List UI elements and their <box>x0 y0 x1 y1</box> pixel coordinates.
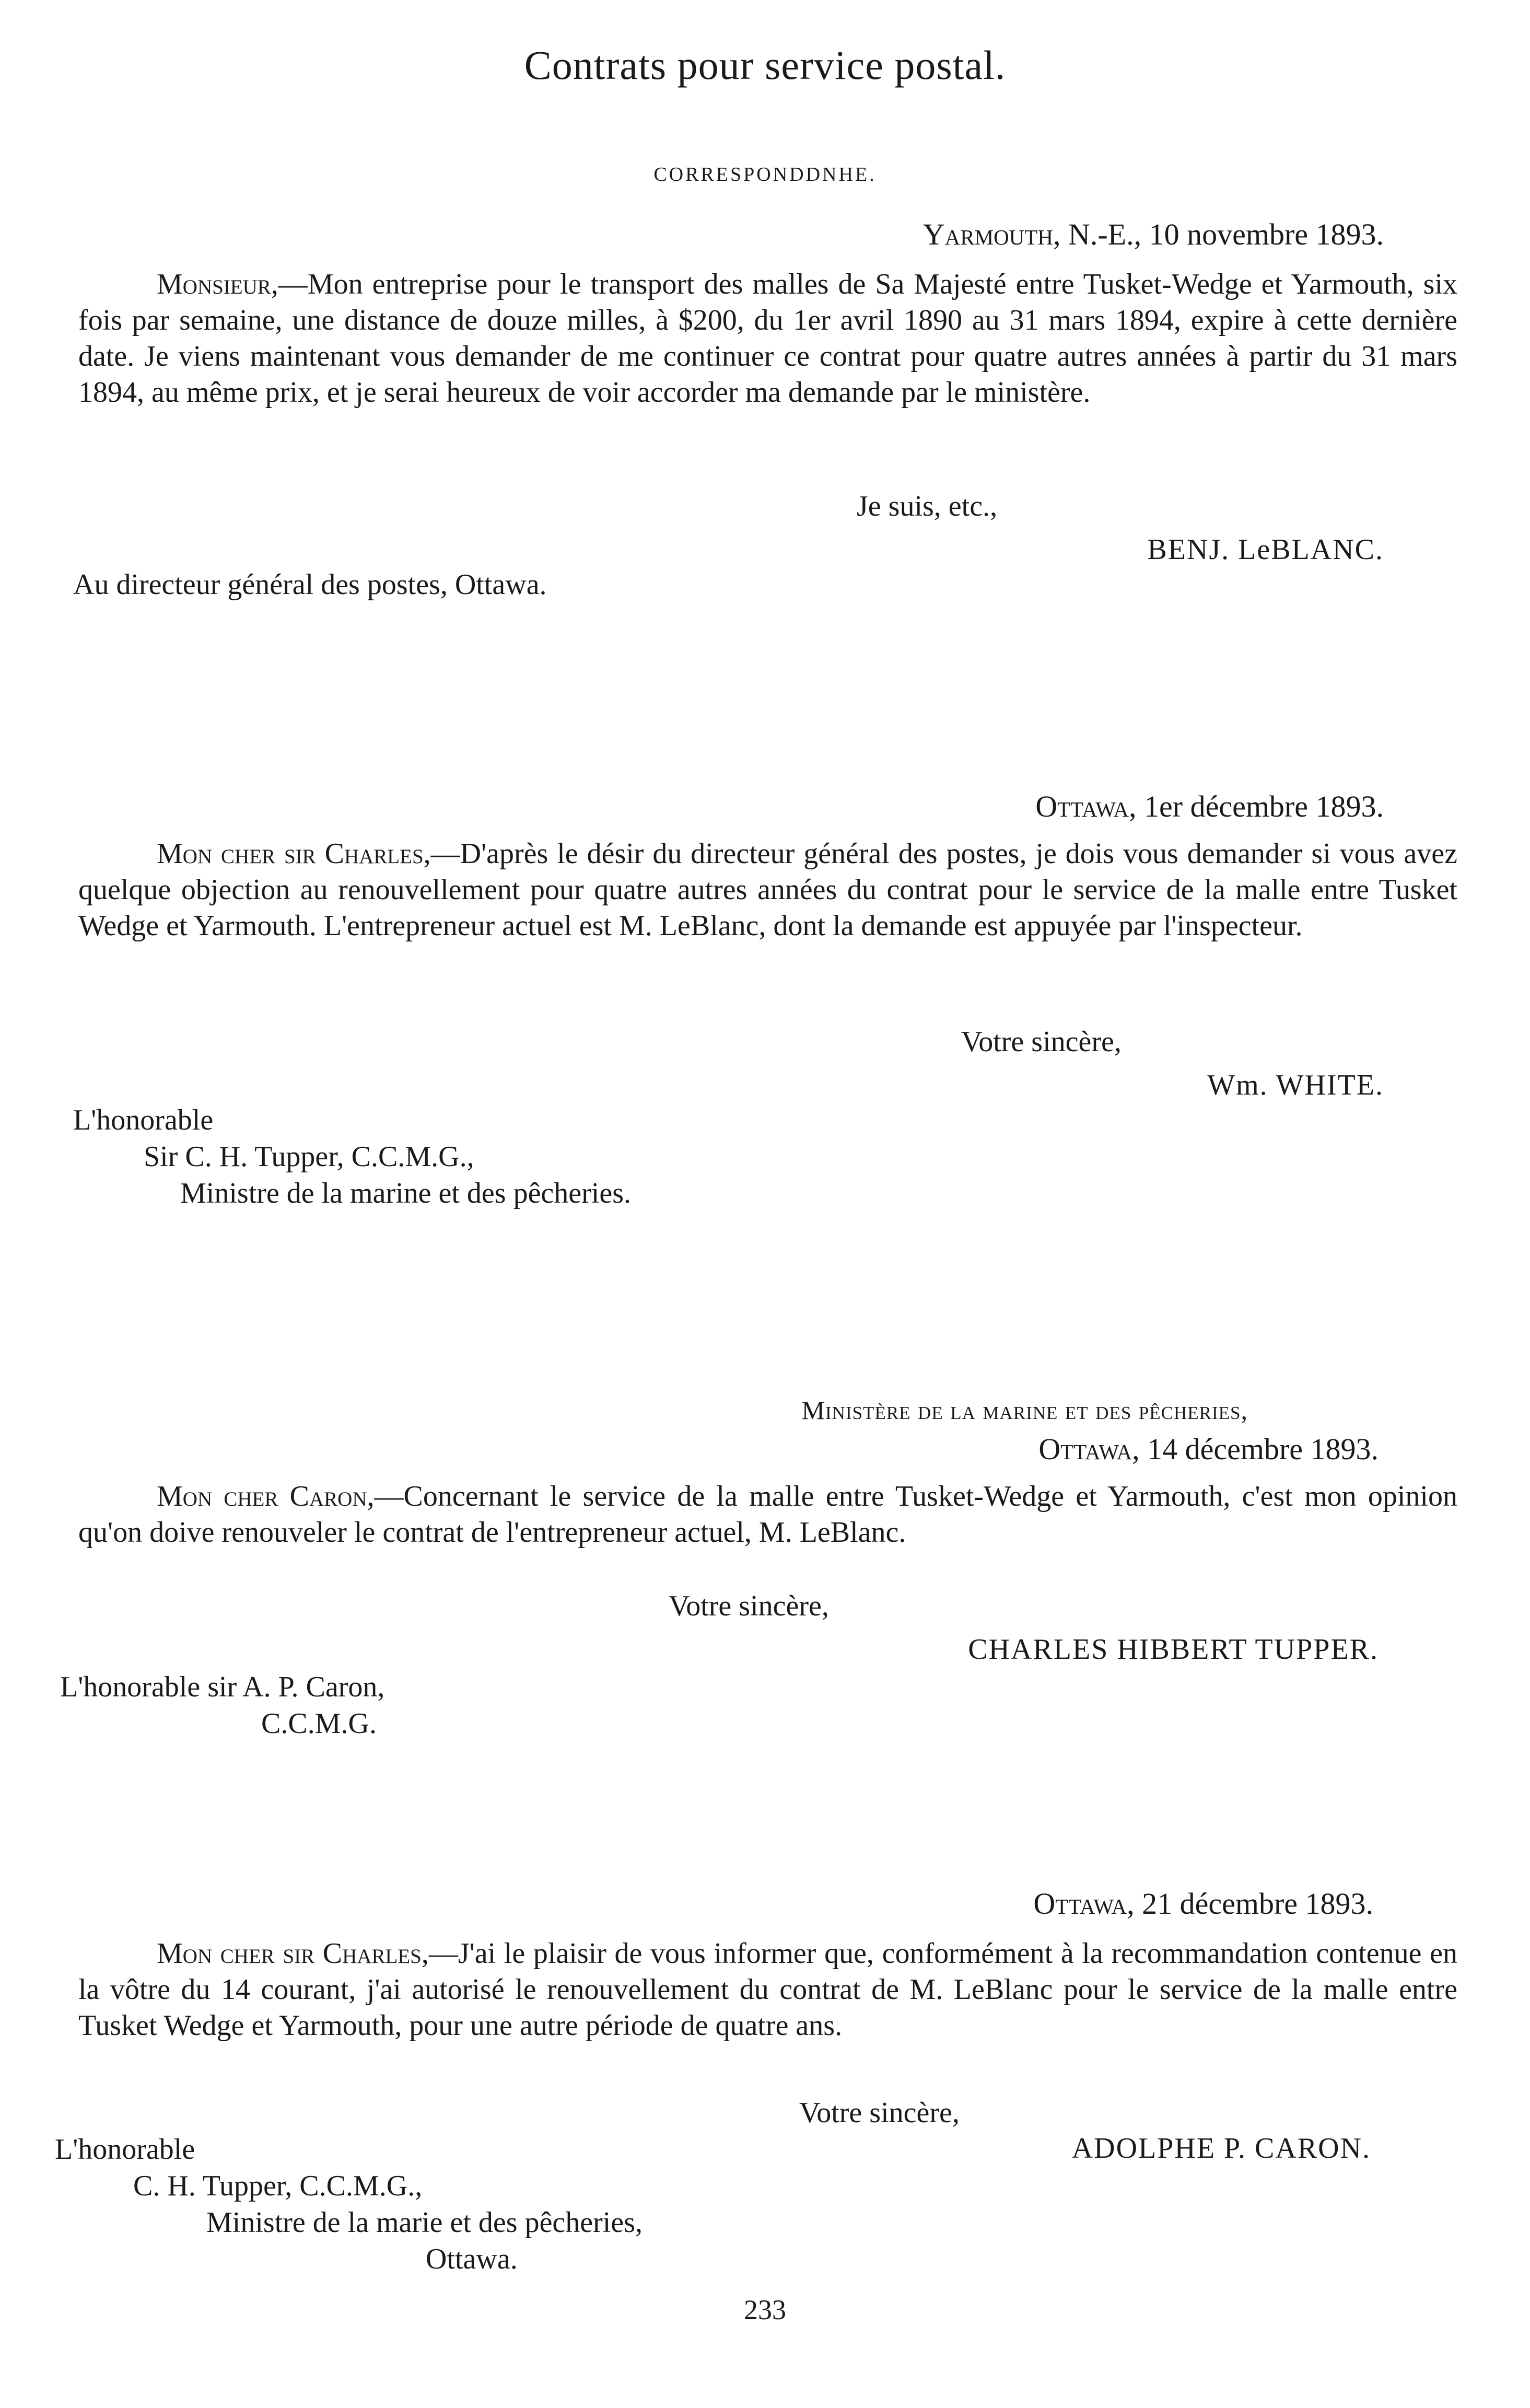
letter-2-dateline <box>1035 789 1384 824</box>
letter-2-signature: Wm. WHITE. <box>1207 1069 1384 1101</box>
letter-2-recipient-line-2: Sir C. H. Tupper, C.C.M.G., <box>144 1141 474 1173</box>
letter-4-dateline <box>1033 1886 1373 1921</box>
letter-4-recipient-line-1: L'honorable <box>55 2133 195 2166</box>
salutation: Mon cher sir Charles, <box>157 837 431 870</box>
letter-3-body <box>78 1479 1457 1551</box>
letter-4-closing: Votre sincère, <box>799 2097 960 2129</box>
dateline-place: Ottawa <box>1038 1432 1132 1466</box>
dateline-place: Ottawa <box>1035 789 1129 823</box>
letter-4-recipient-line-2: C. H. Tupper, C.C.M.G., <box>133 2170 423 2202</box>
letter-3-org: Ministère de la marine et des pêcheries, <box>801 1395 1248 1425</box>
letter-4-body <box>78 1936 1457 2044</box>
letter-1-signature: BENJ. LeBLANC. <box>1147 533 1384 566</box>
dateline-date: , 1er décembre 1893. <box>1129 789 1384 823</box>
letter-2-recipient-line-3: Ministre de la marine et des pêcheries. <box>180 1177 631 1209</box>
body-text: —J'ai le plaisir de vous informer que, conformément à la recommandation contenue en la vôtre du 14 courant, j'ai autorisé le renouvellement du contrat de M. LeBlanc pour le service de la malle entre Tusket Wedge et Yarmouth, pour une autre période de quatre ans. <box>78 1937 1457 2042</box>
letter-2-closing: Votre sincère, <box>961 1026 1122 1058</box>
letter-3-signature: CHARLES HIBBERT TUPPER. <box>968 1633 1379 1666</box>
dateline-date: , N.-E., 10 novembre 1893. <box>1053 217 1384 251</box>
letter-3-recipient-line-1: L'honorable sir A. P. Caron, <box>60 1671 385 1703</box>
salutation: Monsieur, <box>157 268 278 300</box>
letter-1-recipient: Au directeur général des postes, Ottawa. <box>73 568 547 601</box>
salutation: Mon cher sir Charles, <box>157 1937 429 1970</box>
letter-4-signature: ADOLPHE P. CARON. <box>1071 2132 1371 2165</box>
letter-1-closing: Je suis, etc., <box>857 490 998 522</box>
dateline-place: Ottawa <box>1033 1887 1127 1921</box>
letter-2-recipient-line-1: L'honorable <box>73 1104 214 1136</box>
body-text: —D'après le désir du directeur général des postes, je dois vous demander si vous avez quelque objection au renouvellement pour quatre autres années du contrat pour le service de la malle entre Tusket Wedge et Yarmouth. L'entrepreneur actuel est M. LeBlanc, dont la demande est appuyée par l'inspecteur. <box>78 837 1457 942</box>
section-heading: CORRESPONDDNHE. <box>653 164 877 185</box>
letter-3-recipient-line-2: C.C.M.G. <box>261 1707 377 1740</box>
body-text: —Mon entreprise pour le transport des malles de Sa Majesté entre Tusket-Wedge et Yarmouth, six fois par semaine, une distance de douze milles, à $200, du 1er avril 1890 au 31 mars 1894, expire à cette dernière date. Je viens maintenant vous demander de me continuer ce contrat pour quatre autres années à partir du 31 mars 1894, au même prix, et je serai heureux de voir accorder ma demande par le ministère. <box>78 268 1457 409</box>
body-text: —Concernant le service de la malle entre Tusket-Wedge et Yarmouth, c'est mon opinion qu'on doive renouveler le contrat de l'entrepreneur actuel, M. LeBlanc. <box>78 1480 1457 1549</box>
letter-3-closing: Votre sincère, <box>669 1590 829 1622</box>
letter-1-body <box>78 266 1457 411</box>
letter-4-recipient-line-4: Ottawa. <box>426 2243 518 2275</box>
page-title: Contrats pour service postal. <box>524 42 1006 88</box>
letter-4-recipient-line-3: Ministre de la marie et des pêcheries, <box>206 2206 643 2239</box>
letter-3-dateline <box>1038 1432 1379 1467</box>
dateline-place: Yarmouth <box>922 217 1053 251</box>
salutation: Mon cher Caron, <box>157 1480 375 1513</box>
letter-1-dateline <box>923 217 1384 252</box>
dateline-date: , 14 décembre 1893. <box>1132 1432 1379 1466</box>
page-number: 233 <box>744 2294 786 2325</box>
dateline-date: , 21 décembre 1893. <box>1127 1887 1373 1921</box>
letter-2-body <box>78 836 1457 944</box>
